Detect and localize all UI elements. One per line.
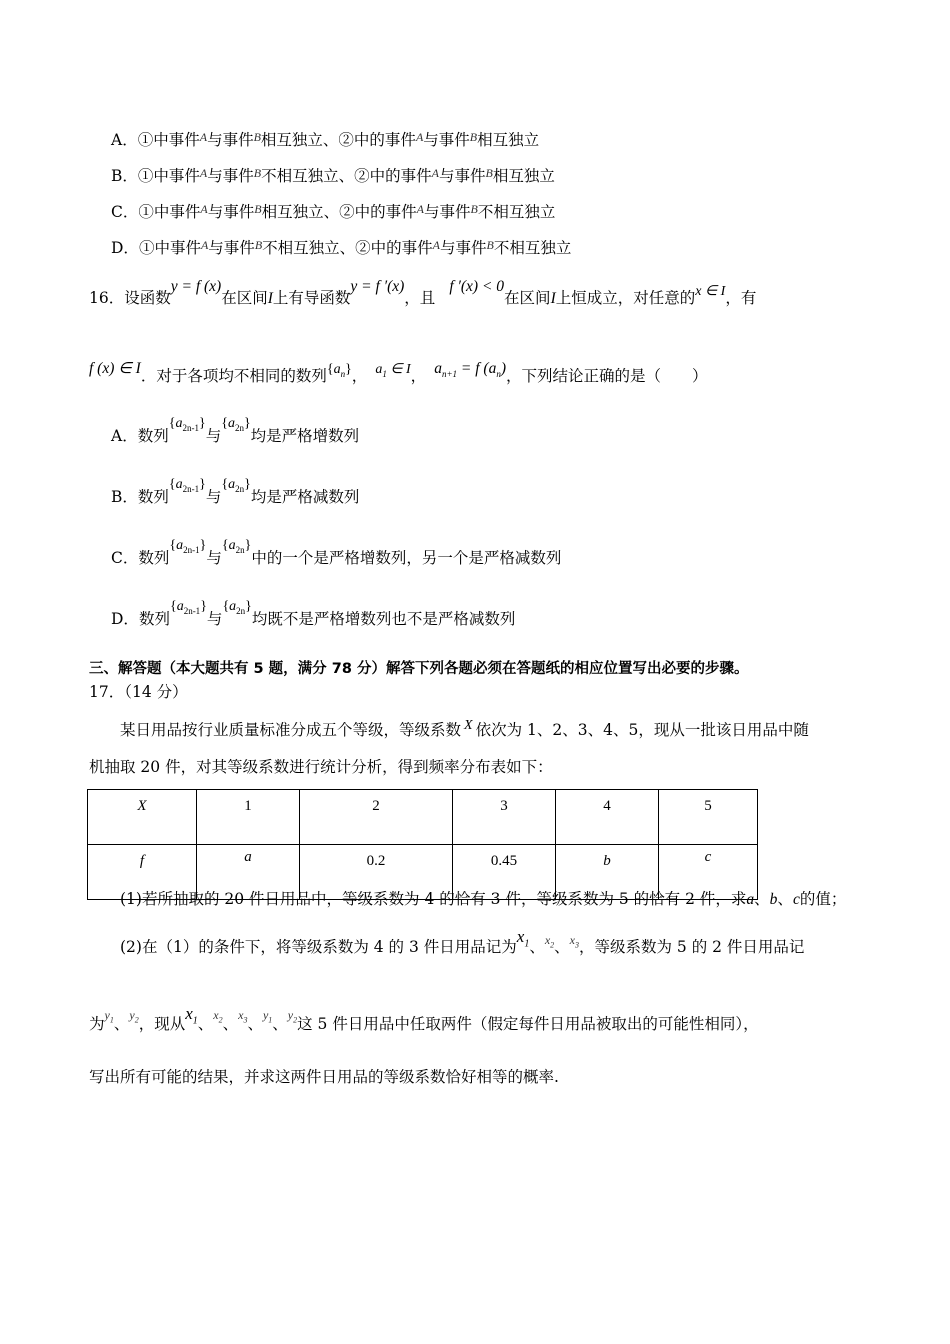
q16-option-d: D．数列$\{a_{2n-1}\}$与$\{a_{2n}\}$均既不是严格增数列也不是严格减数列 <box>111 599 516 628</box>
table-cell: 0.2 <box>300 845 453 900</box>
q16-option-a: A．数列$\{a_{2n-1}\}$与$\{a_{2n}\}$均是严格增数列 <box>111 416 360 445</box>
q17-part-2-line1: (2)在（1）的条件下，将等级系数为 4 的 3 件日用品记为$x_1$、$^{x_2}$、$^{x_3}$，等级系数为 5 的 2 件日用品记 <box>120 927 805 956</box>
q15-option-d: D．①中事件$^A$与事件$^B$不相互独立、②中的事件$^A$与事件$^B$不相互独立 <box>111 238 572 257</box>
table-row <box>88 790 758 845</box>
q15-option-a: A．①中事件$^A$与事件$^B$相互独立、②中的事件$^A$与事件$^B$相互独立 <box>111 130 540 149</box>
table-cell: a <box>197 845 300 900</box>
q17-paragraph-1: 某日用品按行业质量标准分成五个等级，等级系数 X 依次为 1、2、3、4、5，现从一批该日用品中随 <box>120 718 809 739</box>
table-cell: 2 <box>300 790 453 845</box>
q16-stem-line2: f (x) ∈ I．对于各项均不相同的数列$\{a_n\}$， $a_1$ ∈ I， $a_{n+1} = f$ $(a_n)$，下列结论正确的是（ ） <box>89 360 708 385</box>
frequency-table <box>87 789 758 900</box>
table-cell: 5 <box>659 790 758 845</box>
table-cell: X <box>88 790 197 845</box>
section-heading: 三、解答题（本大题共有 5 题，满分 78 分）解答下列各题必须在答题纸的相应位置写出必要的步骤。 <box>89 661 749 677</box>
q17-part-2-line2: 为$^{y_1}$、$^{y_2}$，现从$x_1$、$^{x_2}$、$^{x_3}$、$^{y_1}$、$^{y_2}$这 5 件日用品中任取两件（假定每件日用品被取出的可能性相同）， <box>89 1004 759 1033</box>
table-cell: 4 <box>556 790 659 845</box>
q17-paragraph-2: 机抽取 20 件，对其等级系数进行统计分析，得到频率分布表如下： <box>89 758 553 776</box>
table-cell: b <box>556 845 659 900</box>
q15-option-c: C．①中事件$^A$与事件$^B$相互独立、②中的事件$^A$与事件$^B$不相互独立 <box>111 202 556 221</box>
table-cell: 0.45 <box>453 845 556 900</box>
table-cell: 1 <box>197 790 300 845</box>
q17-label: 17．（14 分） <box>89 683 188 701</box>
table-cell: 3 <box>453 790 556 845</box>
q16-stem-line1: 16．设函数y = f (x)在区间I上有导函数y = f ′(x)，且f ′(x) < 0在区间I上恒成立，对任意的x ∈ I，有 <box>89 278 757 307</box>
table-cell: f <box>88 845 197 900</box>
table-cell: c <box>659 845 758 900</box>
q17-part-1: (1)若所抽取的 20 件日用品中，等级系数为 4 的恰有 3 件，等级系数为 5 的恰有 2 件，求a、b、c的值； <box>120 890 847 908</box>
q16-option-b: B．数列$\{a_{2n-1}\}$与$\{a_{2n}\}$均是严格减数列 <box>111 477 360 506</box>
q16-option-c: C．数列$\{a_{2n-1}\}$与$\{a_{2n}\}$中的一个是严格增数列，另一个是严格减数列 <box>111 538 562 567</box>
q17-part-2-line3: 写出所有可能的结果，并求这两件日用品的等级系数恰好相等的概率. <box>89 1068 559 1086</box>
q15-option-b: B．①中事件$^A$与事件$^B$不相互独立、②中的事件$^A$与事件$^B$相互独立 <box>111 166 555 185</box>
